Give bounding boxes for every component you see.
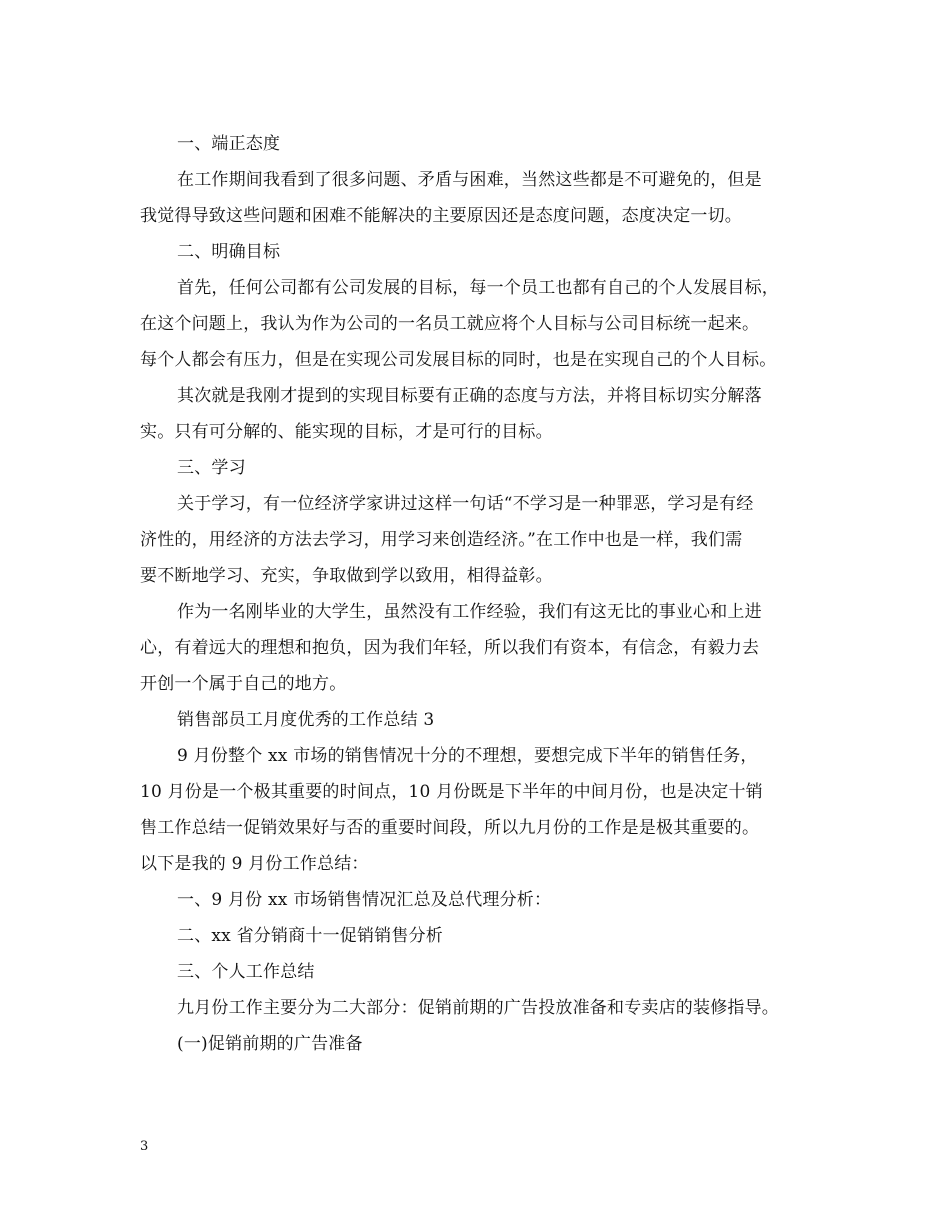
paragraph-line: 9 月份整个 xx 市场的销售情况十分的不理想，要想完成下半年的销售任务， [177, 746, 758, 766]
paragraph-line: 在这个问题上，我认为作为公司的一名员工就应将个人目标与公司目标统一起来。 [140, 314, 760, 334]
list-item: 一、9 月份 xx 市场销售情况汇总及总代理分析： [177, 890, 552, 910]
heading-learning: 三、学习 [177, 458, 246, 478]
heading-attitude: 一、端正态度 [177, 134, 281, 154]
subheading: (一)促销前期的广告准备 [177, 1034, 363, 1054]
paragraph-line: 开创一个属于自己的地方。 [140, 674, 347, 694]
paragraph-line: 首先，任何公司都有公司发展的目标，每一个员工也都有自己的个人发展目标， [177, 278, 779, 298]
heading-goals: 二、明确目标 [177, 242, 281, 262]
paragraph-line: 作为一名刚毕业的大学生，虽然没有工作经验，我们有这无比的事业心和上进 [177, 602, 762, 622]
paragraph-line: 心，有着远大的理想和抱负，因为我们年轻，所以我们有资本，有信念，有毅力去 [140, 638, 760, 658]
paragraph-line: 每个人都会有压力，但是在实现公司发展目标的同时，也是在实现自己的个人目标。 [140, 350, 777, 370]
paragraph-line: 在工作期间我看到了很多问题、矛盾与困难，当然这些都是不可避免的，但是 [177, 170, 762, 190]
paragraph-line: 济性的，用经济的方法去学习，用学习来创造经济。”在工作中也是一样，我们需 [140, 530, 743, 550]
paragraph-line: 其次就是我刚才提到的实现目标要有正确的态度与方法，并将目标切实分解落 [177, 386, 762, 406]
list-item: 二、xx 省分销商十一促销销售分析 [177, 926, 443, 946]
paragraph-line: 实。只有可分解的、能实现的目标，才是可行的目标。 [140, 422, 553, 442]
list-item: 三、个人工作总结 [177, 962, 315, 982]
paragraph-line: 10 月份是一个极其重要的时间点，10 月份既是下半年的中间月份，也是决定十销 [140, 782, 763, 802]
paragraph-line: 九月份工作主要分为二大部分：促销前期的广告投放准备和专卖店的装修指导。 [177, 998, 779, 1018]
paragraph-line: 以下是我的 9 月份工作总结： [140, 854, 369, 874]
section-title: 销售部员工月度优秀的工作总结 3 [177, 710, 435, 730]
paragraph-line: 要不断地学习、充实，争取做到学以致用，相得益彰。 [140, 566, 553, 586]
page-number: 3 [140, 1139, 149, 1154]
paragraph-line: 我觉得导致这些问题和困难不能解决的主要原因还是态度问题，态度决定一切。 [140, 206, 742, 226]
paragraph-line: 售工作总结一促销效果好与否的重要时间段，所以九月份的工作是是极其重要的。 [140, 818, 760, 838]
paragraph-line: 关于学习，有一位经济学家讲过这样一句话“不学习是一种罪恶，学习是有经 [177, 494, 754, 514]
